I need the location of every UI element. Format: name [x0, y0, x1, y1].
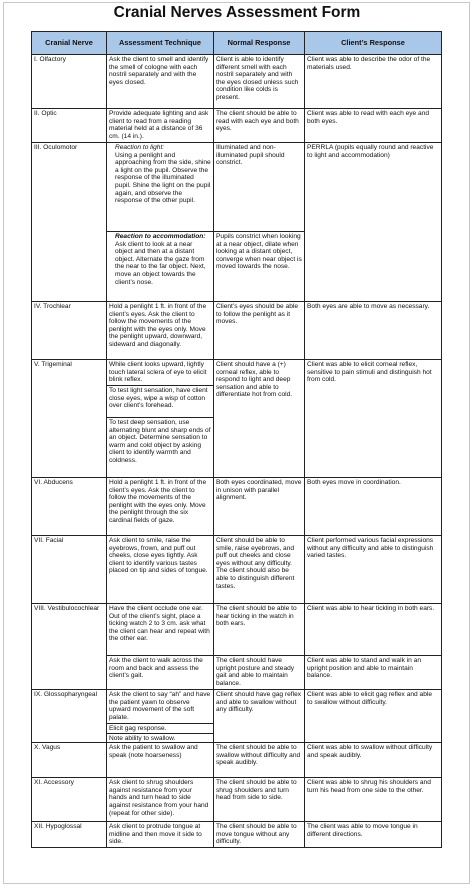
normal-cell: Client is able to identify different smell with each nostril separately and with the eyes closed unless such condition like colds is present.: [214, 55, 305, 109]
normal-cell: Illuminated and non-illuminated pupil should constrict.: [214, 143, 305, 232]
row-trochlear: [32, 302, 442, 360]
technique-cell: Ask the client to say “ah” and have the patient yawn to observe upward movement of the soft palate.: [107, 690, 214, 724]
nerve-cell: IX. Glossopharyngeal: [32, 690, 107, 743]
client-cell: Both eyes are able to move as necessary.: [305, 302, 442, 360]
technique-cell: To test light sensation, have client close eyes, wipe a wisp of cotton over client’s forehead.: [107, 386, 214, 418]
technique-cell: Ask client to protrude tongue at midline and then move it side to side.: [107, 822, 214, 848]
client-cell: PERRLA (pupils equally round and reactive to light and accommodation): [305, 143, 442, 302]
normal-cell: Client should have gag reflex and able to swallow without any difficulty.: [214, 690, 305, 743]
technique-cell: Ask the client to walk across the room and back and assess the client’s gait.: [107, 656, 214, 690]
nerve-cell: XI. Accessory: [32, 778, 107, 822]
nerve-cell: VII. Facial: [32, 536, 107, 604]
technique-cell: [107, 232, 214, 302]
normal-cell: Pupils constrict when looking at a near object, dilate when looking at a distant object, converge when near object is moved towards the nose.: [214, 232, 305, 302]
technique-cell: Hold a penlight 1 ft. in front of the client’s eyes. Ask the client to follow the movements of the penlight with the eyes only. Move the penlight through the six cardinal fields of gaze.: [107, 478, 214, 536]
client-cell: Client was able to read with each eye and both eyes.: [305, 109, 442, 143]
nerve-cell: II. Optic: [32, 109, 107, 143]
header-normal-response: Normal Response: [214, 32, 305, 55]
accommodation-heading: Reaction to accommodation:: [115, 233, 206, 240]
normal-cell: Client should have a (+) corneal reflex, able to respond to light and deep sensation and able to differentiate hot from cold.: [214, 360, 305, 478]
technique-cell: Note ability to swallow.: [107, 733, 214, 743]
row-vestibulocochlear-a: [32, 604, 442, 656]
client-cell: Client was able to hear tickling in both ears.: [305, 604, 442, 656]
row-glossopharyngeal-a: [32, 690, 442, 724]
row-optic: [32, 109, 442, 143]
normal-cell: The client should be able to shrug shoulders and turn head from side to side.: [214, 778, 305, 822]
nerve-cell: IV. Trochlear: [32, 302, 107, 360]
client-cell: Client was able to elicit gag reflex and able to swallow without difficulty.: [305, 690, 442, 743]
client-cell: Client was able to stand and walk in an upright position and able to maintain balance.: [305, 656, 442, 690]
technique-cell: Ask the client to smell and identify the smell of cologne with each nostril separately and with the eyes closed.: [107, 55, 214, 109]
header-assessment-technique: Assessment Technique: [107, 32, 214, 55]
accommodation-text: Ask client to look at a near object and then at a distant object. Alternate the gaze from the near to the far object. Next, move an object towards the client’s nose.: [115, 240, 206, 286]
client-cell: Client was able to elicit corneal reflex, sensitive to pain stimuli and distinguish hot from cold.: [305, 360, 442, 478]
header-clients-response: Client’s Response: [305, 32, 442, 55]
technique-cell: Provide adequate lighting and ask client to read from a reading material held at a distance of 36 cm. (14 in.).: [107, 109, 214, 143]
technique-cell: [107, 143, 214, 232]
technique-cell: Elicit gag response.: [107, 724, 214, 734]
normal-cell: The client should be able to hear ticking in the watch in both ears.: [214, 604, 305, 656]
row-accessory: [32, 778, 442, 822]
row-trigeminal-a: [32, 360, 442, 386]
nerve-cell: V. Trigeminal: [32, 360, 107, 478]
nerve-cell: I. Olfactory: [32, 55, 107, 109]
light-reaction-heading: Reaction to light:: [115, 144, 165, 151]
row-vagus: [32, 743, 442, 778]
assessment-table: [31, 31, 442, 848]
nerve-cell: III. Oculomotor: [32, 143, 107, 302]
row-hypoglossal: [32, 822, 442, 848]
row-facial: [32, 536, 442, 604]
technique-cell: Ask client to shrug shoulders against resistance from your hands and turn head to side against resistance from your hand (repeat for other side).: [107, 778, 214, 822]
client-cell: Client was able to swallow without difficulty and speak audibly.: [305, 743, 442, 778]
client-cell: Client was able to shrug his shoulders and turn his head from one side to the other.: [305, 778, 442, 822]
client-cell: Client performed various facial expressions without any difficulty and able to distinguish varied tastes.: [305, 536, 442, 604]
header-cranial-nerve: Cranial Nerve: [32, 32, 107, 55]
client-cell: Both eyes move in coordination.: [305, 478, 442, 536]
normal-cell: The client should be able to move tongue without any difficulty.: [214, 822, 305, 848]
client-cell: Client was able to describe the odor of the materials used.: [305, 55, 442, 109]
normal-cell: The client should have upright posture and steady gait and able to maintain balance.: [214, 656, 305, 690]
technique-cell: Have the client occlude one ear. Out of the client’s sight, place a ticking watch 2 to 3 cm. ask what the client can hear and repeat with the other ear.: [107, 604, 214, 656]
nerve-cell: VI. Abducens: [32, 478, 107, 536]
header-row: [32, 32, 442, 55]
normal-cell: Client should be able to smile, raise eyebrows, and puff out cheeks and close eyes without any difficulty. The client should also be able to distinguish different tastes.: [214, 536, 305, 604]
normal-cell: The client should be able to read with each eye and both eyes.: [214, 109, 305, 143]
normal-cell: Both eyes coordinated, move in unison with parallel alignment.: [214, 478, 305, 536]
nerve-cell: VIII. Vestibulocochlear: [32, 604, 107, 690]
technique-cell: Hold a penlight 1 ft. in front of the client’s eyes. Ask the client to follow the movements of the penlight with the eyes only. Move the penlight upward, downward, sideward and diagonally.: [107, 302, 214, 360]
nerve-cell: X. Vagus: [32, 743, 107, 778]
technique-cell: While client looks upward, lightly touch lateral sclera of eye to elicit blink reflex.: [107, 360, 214, 386]
row-abducens: [32, 478, 442, 536]
row-olfactory: [32, 55, 442, 109]
normal-cell: The client should be able to swallow without difficulty and speak audibly.: [214, 743, 305, 778]
normal-cell: Client’s eyes should be able to follow the penlight as it moves.: [214, 302, 305, 360]
technique-cell: Ask client to smile, raise the eyebrows, frown, and puff out cheeks, close eyes tightly. Ask client to identify various tastes placed on tip and sides of tongue.: [107, 536, 214, 604]
row-oculomotor-light: [32, 143, 442, 232]
form-title: Cranial Nerves Assessment Form: [113, 4, 361, 21]
client-cell: The client was able to move tongue in different directions.: [305, 822, 442, 848]
technique-cell: To test deep sensation, use alternating blunt and sharp ends of an object. Determine sensation to warm and cold object by asking client to identify warmth and coldness.: [107, 418, 214, 478]
nerve-cell: XII. Hypoglossal: [32, 822, 107, 848]
technique-cell: Ask the patient to swallow and speak (note hoarseness): [107, 743, 214, 778]
light-reaction-text: Using a penlight and approaching from the side, shine a light on the pupil. Observe the response of the illuminated pupil. Shine the light on the pupil again, and observe the response of the other pupil.: [115, 151, 211, 205]
